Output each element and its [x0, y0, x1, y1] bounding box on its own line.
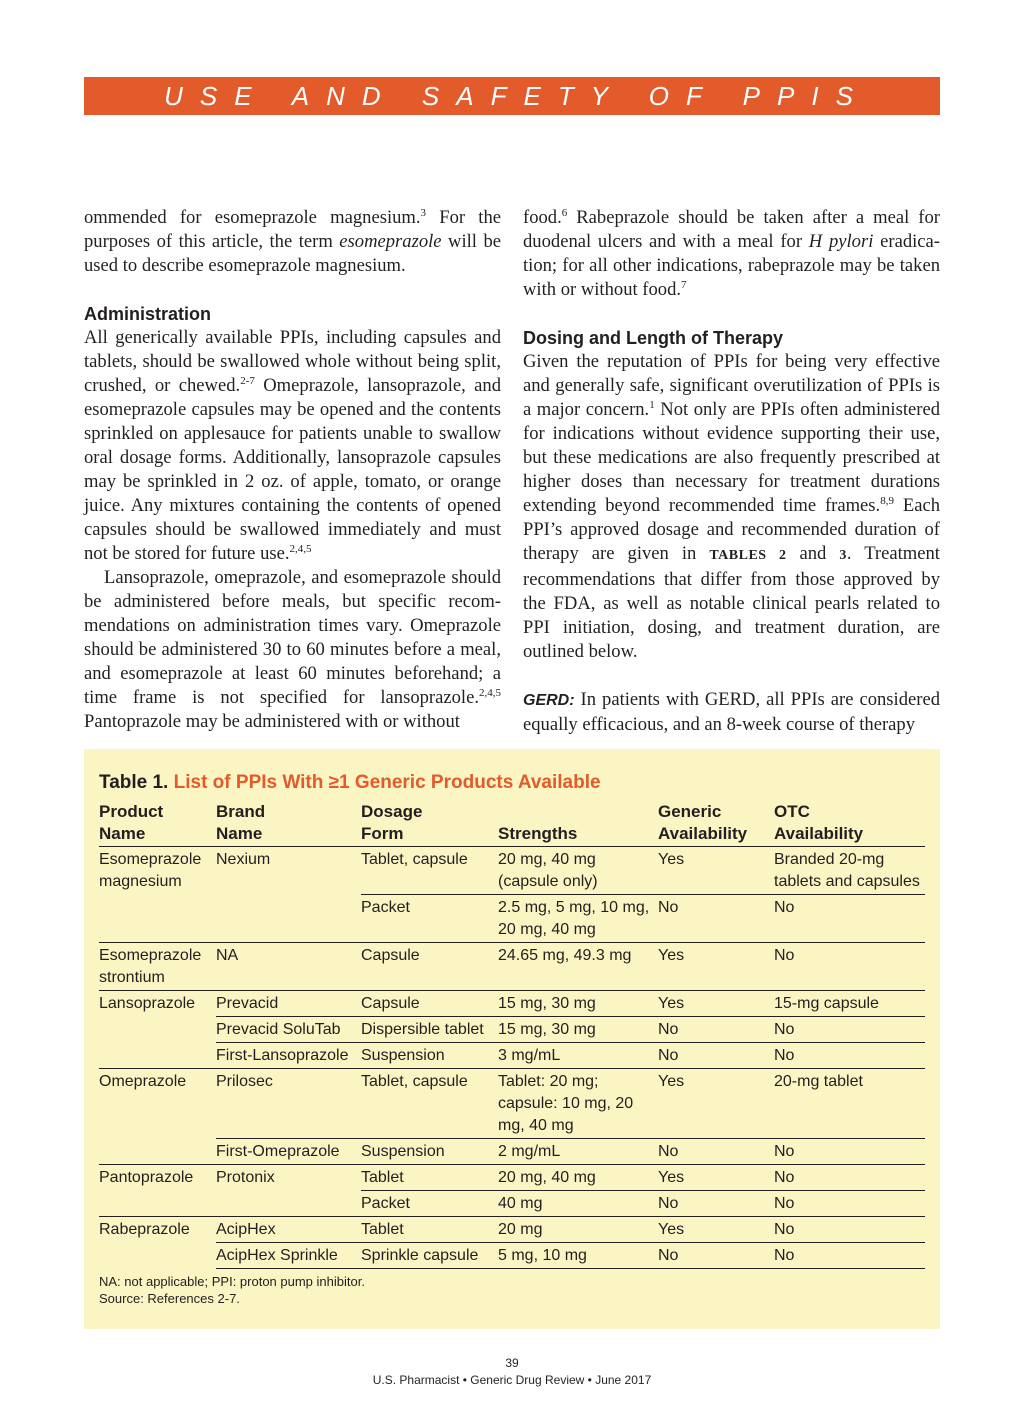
- column-header: Product Name: [99, 801, 216, 847]
- paragraph: Lansoprazole, omeprazole, and esomeprazole should be administered before meals, but specific recommendations on administration times vary. Omeprazole should be administered 30 to 60 minutes before a meal, and esomeprazole at least 60 minutes beforehand; a time frame is not specified for lansoprazole.$^{2,4,5}$ Pantoprazole may be administered with or without: [84, 567, 501, 732]
- table-cell: No: [658, 1191, 774, 1217]
- table-cell: Tablet, capsule: [361, 1069, 498, 1139]
- table-cell: Lansoprazole: [99, 991, 216, 1017]
- table-cell: 2.5 mg, 5 mg, 10 mg, 20 mg, 40 mg: [498, 895, 658, 943]
- table-cell: Prevacid: [216, 991, 361, 1017]
- table-cell: [99, 1243, 216, 1269]
- table-row: [99, 1165, 925, 1191]
- table-cell: 20 mg, 40 mg: [498, 1165, 658, 1191]
- table-cell: No: [774, 1139, 925, 1165]
- table-cell: 40 mg: [498, 1191, 658, 1217]
- table-cell: 15 mg, 30 mg: [498, 1017, 658, 1043]
- table-row: [99, 991, 925, 1017]
- table-cell: 5 mg, 10 mg: [498, 1243, 658, 1269]
- table-row: [99, 943, 925, 991]
- table-title: Table 1. List of PPIs With ≥1 Generic Products Available: [99, 772, 601, 793]
- column-header: Dosage Form: [361, 801, 498, 847]
- table-cell: First-Lansoprazole: [216, 1043, 361, 1069]
- table-cell: Suspension: [361, 1139, 498, 1165]
- table-cell: Prilosec: [216, 1069, 361, 1139]
- table-cell: First-Omeprazole: [216, 1139, 361, 1165]
- table-cell: Yes: [658, 1165, 774, 1191]
- table-cell: [216, 1191, 361, 1217]
- section-banner: [84, 77, 940, 115]
- table-cell: Packet: [361, 895, 498, 943]
- table-row: [99, 1043, 925, 1069]
- table-cell: No: [774, 1017, 925, 1043]
- table-row: [99, 1017, 925, 1043]
- table-cell: [99, 895, 216, 943]
- table-cell: No: [774, 1165, 925, 1191]
- table-cell: Yes: [658, 991, 774, 1017]
- table-cell: 24.65 mg, 49.3 mg: [498, 943, 658, 991]
- table-1-box: [84, 749, 940, 1329]
- table-cell: AcipHex: [216, 1217, 361, 1243]
- table-reference: 3: [839, 548, 847, 563]
- ppi-table: [99, 801, 925, 1269]
- column-header: OTC Availability: [774, 801, 925, 847]
- table-cell: [216, 895, 361, 943]
- table-row: [99, 895, 925, 943]
- table-cell: 15 mg, 30 mg: [498, 991, 658, 1017]
- table-cell: 20 mg, 40 mg (capsule only): [498, 851, 598, 890]
- table-footnote: NA: not applicable; PPI: proton pump inhibitor. Source: References 2-7.: [99, 1274, 365, 1306]
- table-cell: Nexium: [216, 851, 271, 868]
- table-cell: [99, 1043, 216, 1069]
- table-cell: No: [774, 1191, 925, 1217]
- publication-footer: U.S. Pharmacist • Generic Drug Review • June 2017: [372, 1373, 652, 1387]
- column-header: Generic Availability: [658, 801, 774, 847]
- table-cell: Yes: [658, 943, 774, 991]
- table-cell: Rabeprazole: [99, 1217, 216, 1243]
- table-cell: No: [774, 943, 925, 991]
- table-cell: Sprinkle capsule: [361, 1243, 498, 1269]
- table-cell: 2 mg/mL: [498, 1139, 658, 1165]
- section-heading-dosing: Dosing and Length of Therapy: [523, 328, 783, 348]
- table-cell: Tablet: 20 mg; capsule: 10 mg, 20 mg, 40 mg: [498, 1069, 658, 1139]
- table-row: [99, 1069, 925, 1139]
- table-cell: Capsule: [361, 943, 498, 991]
- table-cell: No: [658, 1243, 774, 1269]
- table-cell: NA: [216, 943, 361, 991]
- table-cell: Yes: [658, 1217, 774, 1243]
- table-row: [99, 1243, 925, 1269]
- column-header: Strengths: [498, 801, 658, 847]
- paragraph: GERD: In patients with GERD, all PPIs are considered equally efficacious, and an 8-week course of therapy: [523, 689, 940, 735]
- table-cell: No: [774, 895, 925, 943]
- table-reference: TABLES 2: [709, 548, 787, 563]
- table-row: [99, 1191, 925, 1217]
- table-cell: 3 mg/mL: [498, 1043, 658, 1069]
- table-row: [99, 1217, 925, 1243]
- table-cell: No: [658, 1139, 774, 1165]
- run-in-heading: GERD:: [523, 692, 575, 709]
- table-cell: Dispersible tablet: [361, 1017, 498, 1043]
- paragraph: ommended for esomeprazole magnesium.$^3$ For the purposes of this article, the term esomeprazole will be used to describe esomeprazole magnesium.: [84, 207, 502, 276]
- table-cell: 15-mg capsule: [774, 991, 925, 1017]
- table-cell: 20-mg tablet: [774, 1069, 925, 1139]
- table-cell: Omeprazole: [99, 1069, 216, 1139]
- page-number: 39: [505, 1356, 519, 1370]
- table-cell: Tablet: [361, 1165, 498, 1191]
- paragraph: Given the reputation of PPIs for being very effective and generally safe, significant overutilization of PPIs is a major concern.$^1$ Not only are PPIs often administered for indications without evidence supporting their use, but these medications are also frequently prescribed at higher doses than necessary for treatment durations extending beyond recommended time frames.$^{8,9}$ Each PPI’s approved dosage and recommended duration of therapy are given in TABLES 2 and 3. Treatment recommendations that differ from those approved by the FDA, as well as notable clinical pearls related to PPI initiation, dosing, and treatment duration, are outlined below.: [523, 351, 940, 662]
- section-heading-administration: Administration: [84, 304, 212, 324]
- section-title: USE AND SAFETY OF PPIS: [164, 81, 870, 111]
- table-cell: Suspension: [361, 1043, 498, 1069]
- table-cell: No: [658, 1043, 774, 1069]
- table-cell: Tablet: [361, 1217, 498, 1243]
- paragraph: food.$^6$ Rabeprazole should be taken after a meal for duodenal ulcers and with a meal for H pylori eradication; for all other indications, rabeprazole may be taken with or without food.$^7$: [523, 207, 940, 300]
- table-cell: Yes: [658, 851, 685, 868]
- table-cell: Protonix: [216, 1165, 361, 1191]
- table-cell: [99, 1139, 216, 1165]
- table-cell: Tablet, capsule: [361, 851, 468, 868]
- table-cell: [99, 1017, 216, 1043]
- table-cell: No: [774, 1043, 925, 1069]
- table-cell: No: [658, 895, 774, 943]
- table-cell: Esomeprazole strontium: [99, 943, 216, 991]
- table-header-row: [99, 801, 925, 847]
- table-cell: AcipHex Sprinkle: [216, 1243, 361, 1269]
- table-cell: Esomeprazole magnesium: [99, 851, 202, 890]
- table-cell: Yes: [658, 1069, 774, 1139]
- table-cell: No: [658, 1017, 774, 1043]
- table-cell: Branded 20-mg tablets and capsules: [774, 851, 920, 890]
- table-cell: No: [774, 1217, 925, 1243]
- table-row: [99, 847, 925, 895]
- column-header: Brand Name: [216, 801, 361, 847]
- table-cell: [99, 1191, 216, 1217]
- table-cell: Prevacid SoluTab: [216, 1017, 361, 1043]
- table-cell: 20 mg: [498, 1217, 658, 1243]
- table-cell: Capsule: [361, 991, 498, 1017]
- table-cell: Packet: [361, 1191, 498, 1217]
- table-cell: Pantoprazole: [99, 1165, 216, 1191]
- paragraph: All generically available PPIs, including capsules and tablets, should be swallowed whole without being split, crushed, or chewed.$^{2-7}$ Omeprazole, lansoprazole, and esomeprazole capsules may be opened and the contents sprinkled on applesauce for patients unable to swallow oral dosage forms. Additionally, lansoprazole capsules may be sprinkled in 2 oz. of apple, tomato, or orange juice. Any mixtures containing the contents of opened capsules should be swallowed immediately and must not be stored for future use.$^{2,4,5}$: [84, 327, 502, 564]
- body-column-right: [523, 206, 940, 737]
- table-row: [99, 1139, 925, 1165]
- body-column-left: [84, 206, 501, 734]
- table-cell: No: [774, 1243, 925, 1269]
